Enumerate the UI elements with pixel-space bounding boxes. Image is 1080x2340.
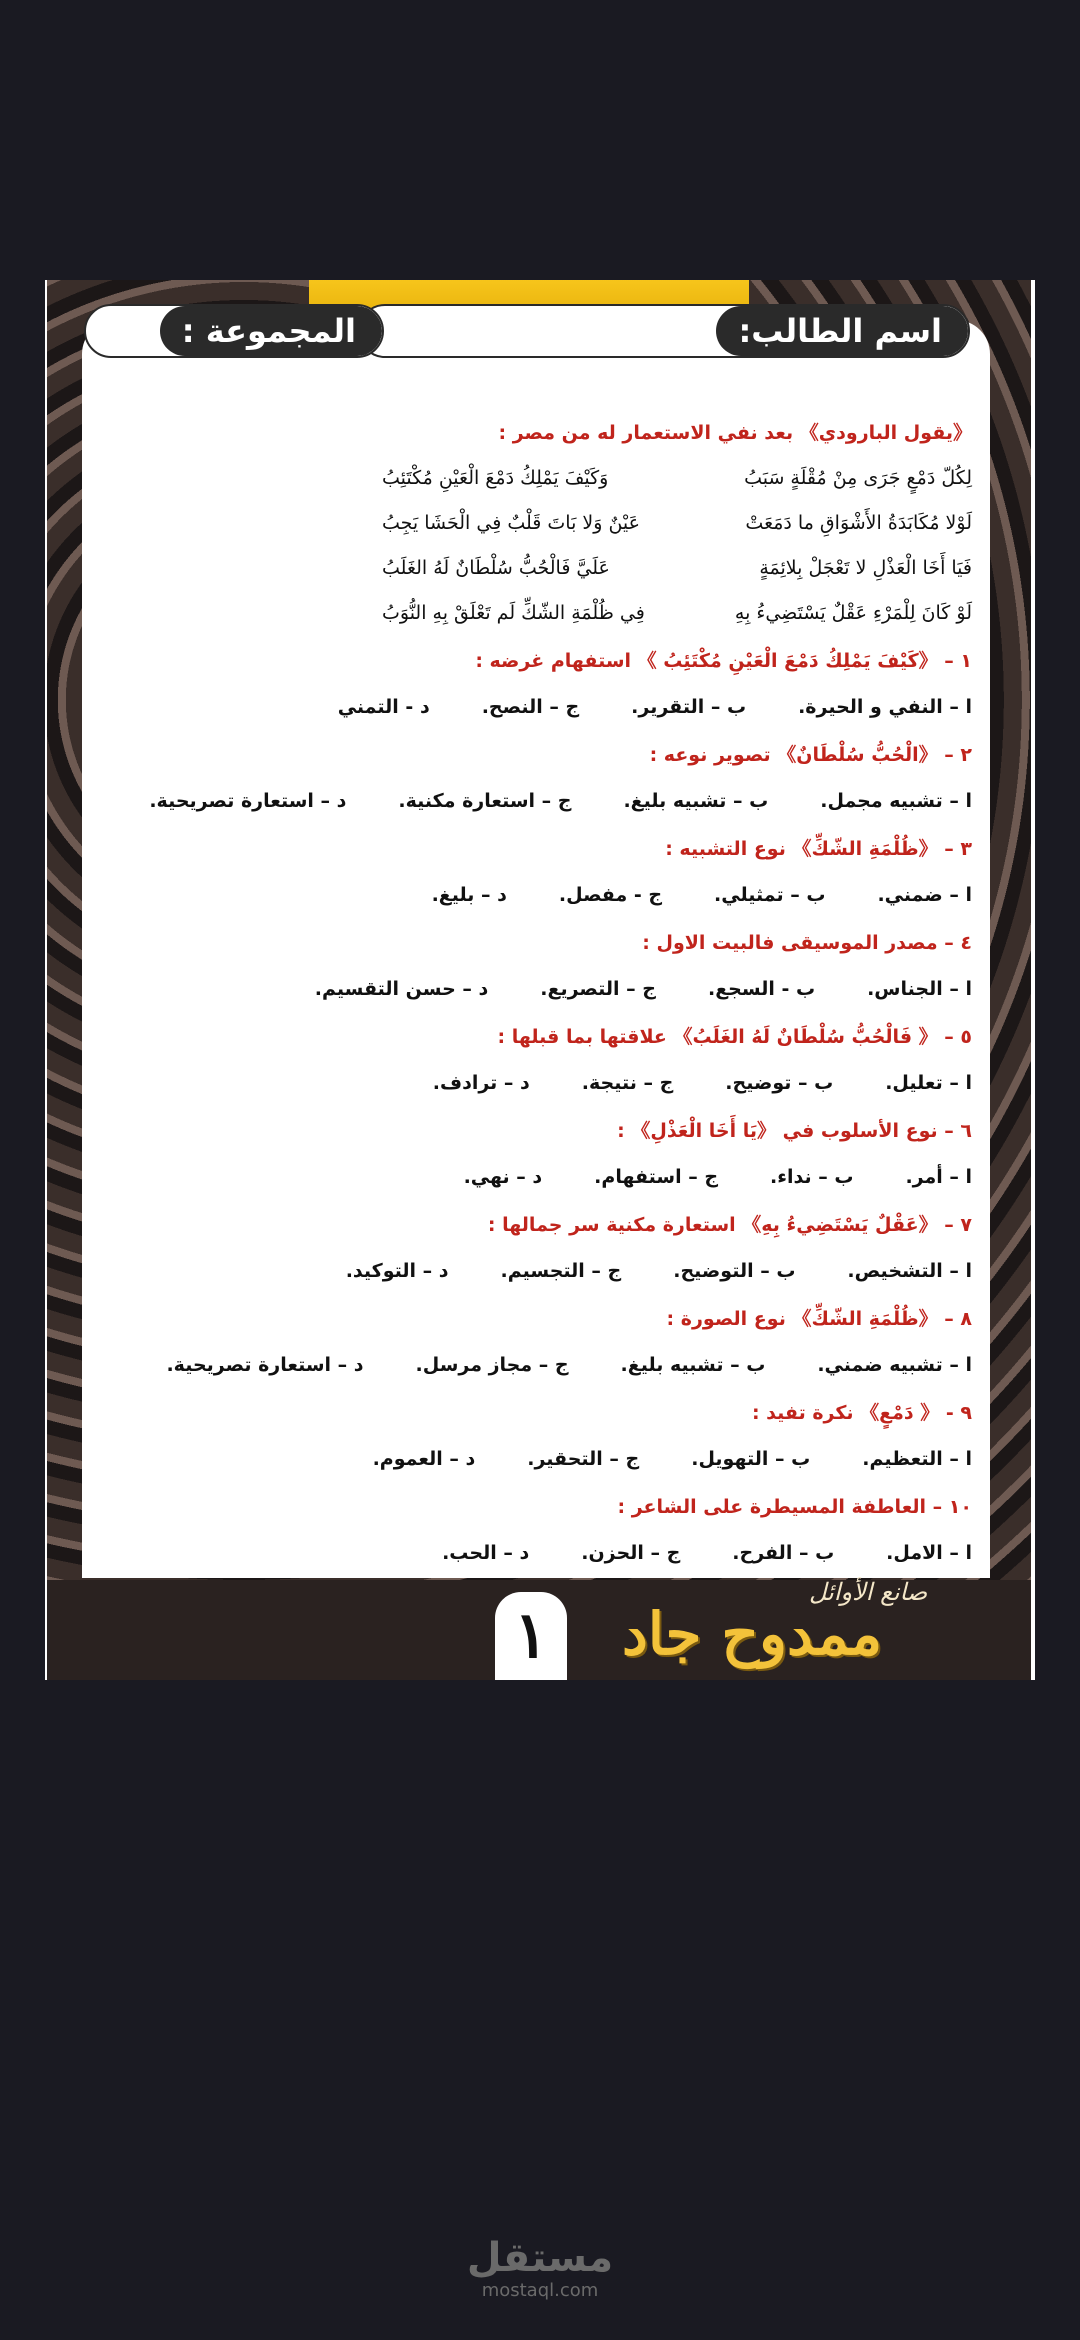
worksheet-content bbox=[92, 410, 972, 1576]
answer-option[interactable]: د - التمني bbox=[337, 696, 430, 718]
answer-options bbox=[92, 1436, 972, 1482]
answer-options bbox=[92, 1530, 972, 1576]
verse-line bbox=[92, 591, 972, 636]
answer-option[interactable]: ج – مجاز مرسل. bbox=[415, 1354, 569, 1376]
student-name-label: اسم الطالب: bbox=[716, 306, 968, 356]
answer-option[interactable]: د – ترادف. bbox=[432, 1072, 530, 1094]
answer-option[interactable]: د – الحب. bbox=[442, 1542, 530, 1564]
brand-tagline: صانع الأوائل bbox=[809, 1578, 928, 1606]
verse-line bbox=[92, 501, 972, 546]
answer-option[interactable]: ج - مفصل. bbox=[558, 884, 663, 906]
question-text: ٧ – 《عَقْلٌ يَسْتَضِيءُ بِهِ》 استعارة مكنية سر جمالها : bbox=[487, 1214, 972, 1236]
answer-option[interactable]: ب – توضيح. bbox=[725, 1072, 834, 1094]
verse-second-hemistich: عَيْنٌ وَلا بَاتَ قَلْبٌ فِي الْحَشَا يَجِبُ bbox=[382, 512, 640, 534]
answer-option[interactable]: ج – استعارة مكنية. bbox=[398, 790, 572, 812]
answer-option[interactable]: ب – التوضيح. bbox=[673, 1260, 796, 1282]
answer-option[interactable]: ا – ضمني. bbox=[877, 884, 972, 906]
verse-line bbox=[92, 456, 972, 501]
answer-options bbox=[92, 1060, 972, 1106]
question-text: ٥ – 《 فَالْحُبُّ سُلْطَانٌ لَهُ الغَلَبُ》 علاقتها بما قبلها : bbox=[497, 1026, 972, 1048]
answer-option[interactable]: ا – التشخيص. bbox=[847, 1260, 972, 1282]
answer-options bbox=[92, 966, 972, 1012]
verse-line bbox=[92, 546, 972, 591]
answer-option[interactable]: ب – نداء. bbox=[770, 1166, 854, 1188]
answer-option[interactable]: ب – التهويل. bbox=[691, 1448, 811, 1470]
answer-option[interactable]: ب – الفرح. bbox=[732, 1542, 835, 1564]
answer-option[interactable]: ج – النصح. bbox=[481, 696, 580, 718]
answer-option[interactable]: ج – التصريع. bbox=[540, 978, 656, 1000]
answer-option[interactable]: ا – تعليل. bbox=[885, 1072, 972, 1094]
answer-option[interactable]: ب – تمثيلي. bbox=[714, 884, 826, 906]
watermark-domain: mostaql.com bbox=[481, 2280, 599, 2301]
page-number-tab bbox=[495, 1592, 567, 1680]
verse-second-hemistich: فِي ظُلْمَةِ الشّكِّ لَم تَعْلَقْ بِهِ النُّوَبُ bbox=[382, 602, 645, 624]
watermark-name: مستقل bbox=[466, 2235, 614, 2281]
answer-option[interactable]: ج – التجسيم. bbox=[500, 1260, 622, 1282]
question-text: ٩ - 《 دَمْعٍ》 نكرة تفيد : bbox=[751, 1402, 972, 1424]
question-text: ٢ – 《الْحُبُّ سُلْطَانٌ》 تصوير نوعه : bbox=[649, 744, 972, 766]
watermark bbox=[0, 2235, 1080, 2301]
group-field[interactable] bbox=[84, 304, 384, 358]
verse-second-hemistich: عَلَيَّ فَالْحُبُّ سُلْطَانٌ لَهُ الغَلَبُ bbox=[382, 557, 610, 579]
answer-option[interactable]: ج – استفهام. bbox=[594, 1166, 719, 1188]
question-text: ٦ – نوع الأسلوب في 《يَا أَخَا الْعَذْلِ》 : bbox=[617, 1120, 972, 1142]
answer-option[interactable]: ا – تشبيه ضمني. bbox=[817, 1354, 972, 1376]
answer-option[interactable]: ا – الامل. bbox=[886, 1542, 972, 1564]
question-text: ٨ – 《ظُلْمَةِ الشّكِّ》 نوع الصورة : bbox=[666, 1308, 972, 1330]
intro-line: 《يقول البارودي》 بعد نفي الاستعمار له من مصر : bbox=[498, 422, 972, 444]
page-number: ١ bbox=[513, 1598, 549, 1673]
question-text: ٤ – مصدر الموسيقى فالبيت الاول : bbox=[642, 932, 972, 954]
answer-options bbox=[92, 778, 972, 824]
verse-first-hemistich: لَوْلا مُكَابَدَةُ الأَشْوَاقِ ما دَمَعَتْ bbox=[745, 512, 972, 534]
answer-options bbox=[92, 684, 972, 730]
answer-option[interactable]: د – نهي. bbox=[463, 1166, 543, 1188]
answer-option[interactable]: ا – النفي و الحيرة. bbox=[798, 696, 972, 718]
question-text: ١ – 《كَيْفَ يَمْلِكُ دَمْعَ الْعَيْنِ مُكْتَئِبُ 》 استفهام غرضه : bbox=[475, 650, 972, 672]
question-text: ٣ – 《ظُلْمَةِ الشّكِّ》 نوع التشبيه : bbox=[665, 838, 972, 860]
answer-option[interactable]: ج – الحزن. bbox=[581, 1542, 681, 1564]
verse-first-hemistich: لِكُلّ دَمْعٍ جَرَى مِنْ مُقْلَةٍ سَبَبُ bbox=[744, 467, 972, 489]
answer-option[interactable]: د – استعارة تصريحية. bbox=[149, 790, 347, 812]
answer-option[interactable]: د – التوكيد. bbox=[345, 1260, 449, 1282]
question-text: ١٠ – العاطفة المسيطرة على الشاعر : bbox=[617, 1496, 972, 1518]
answer-option[interactable]: ب – التقرير. bbox=[631, 696, 747, 718]
answer-option[interactable]: ا – التعظيم. bbox=[862, 1448, 972, 1470]
answer-option[interactable]: د – العموم. bbox=[372, 1448, 476, 1470]
answer-options bbox=[92, 1342, 972, 1388]
answer-option[interactable]: ج – التحقير. bbox=[527, 1448, 640, 1470]
verse-first-hemistich: لَوْ كَانَ لِلْمَرْءِ عَقْلٌ يَسْتَضِيءُ بِهِ bbox=[734, 602, 972, 624]
answer-options bbox=[92, 1248, 972, 1294]
answer-option[interactable]: ا – أمر. bbox=[905, 1166, 972, 1188]
question-list bbox=[92, 638, 972, 1576]
answer-option[interactable]: ا – الجناس. bbox=[867, 978, 972, 1000]
answer-option[interactable]: ا – تشبيه مجمل. bbox=[820, 790, 972, 812]
brand-logo: ممدوح جاد bbox=[622, 1600, 883, 1668]
answer-option[interactable]: د – بليغ. bbox=[431, 884, 507, 906]
answer-option[interactable]: ب - السجع. bbox=[707, 978, 816, 1000]
answer-option[interactable]: د – استعارة تصريحية. bbox=[166, 1354, 364, 1376]
student-name-field[interactable] bbox=[358, 304, 970, 358]
verse-first-hemistich: فَيَا أَخَا الْعَذْلِ لا تَعْجَلْ بِلائِمَةٍ bbox=[759, 557, 972, 579]
poem-verses bbox=[92, 456, 972, 636]
answer-options bbox=[92, 872, 972, 918]
group-label: المجموعة : bbox=[160, 306, 382, 356]
answer-option[interactable]: ب – تشبيه بليغ. bbox=[620, 1354, 766, 1376]
answer-option[interactable]: ب – تشبيه بليغ. bbox=[623, 790, 769, 812]
answer-options bbox=[92, 1154, 972, 1200]
answer-option[interactable]: د – حسن التقسيم. bbox=[314, 978, 489, 1000]
answer-option[interactable]: ج – نتيجة. bbox=[581, 1072, 674, 1094]
verse-second-hemistich: وَكَيْفَ يَمْلِكُ دَمْعَ الْعَيْنِ مُكْتَئِبُ bbox=[382, 467, 609, 489]
